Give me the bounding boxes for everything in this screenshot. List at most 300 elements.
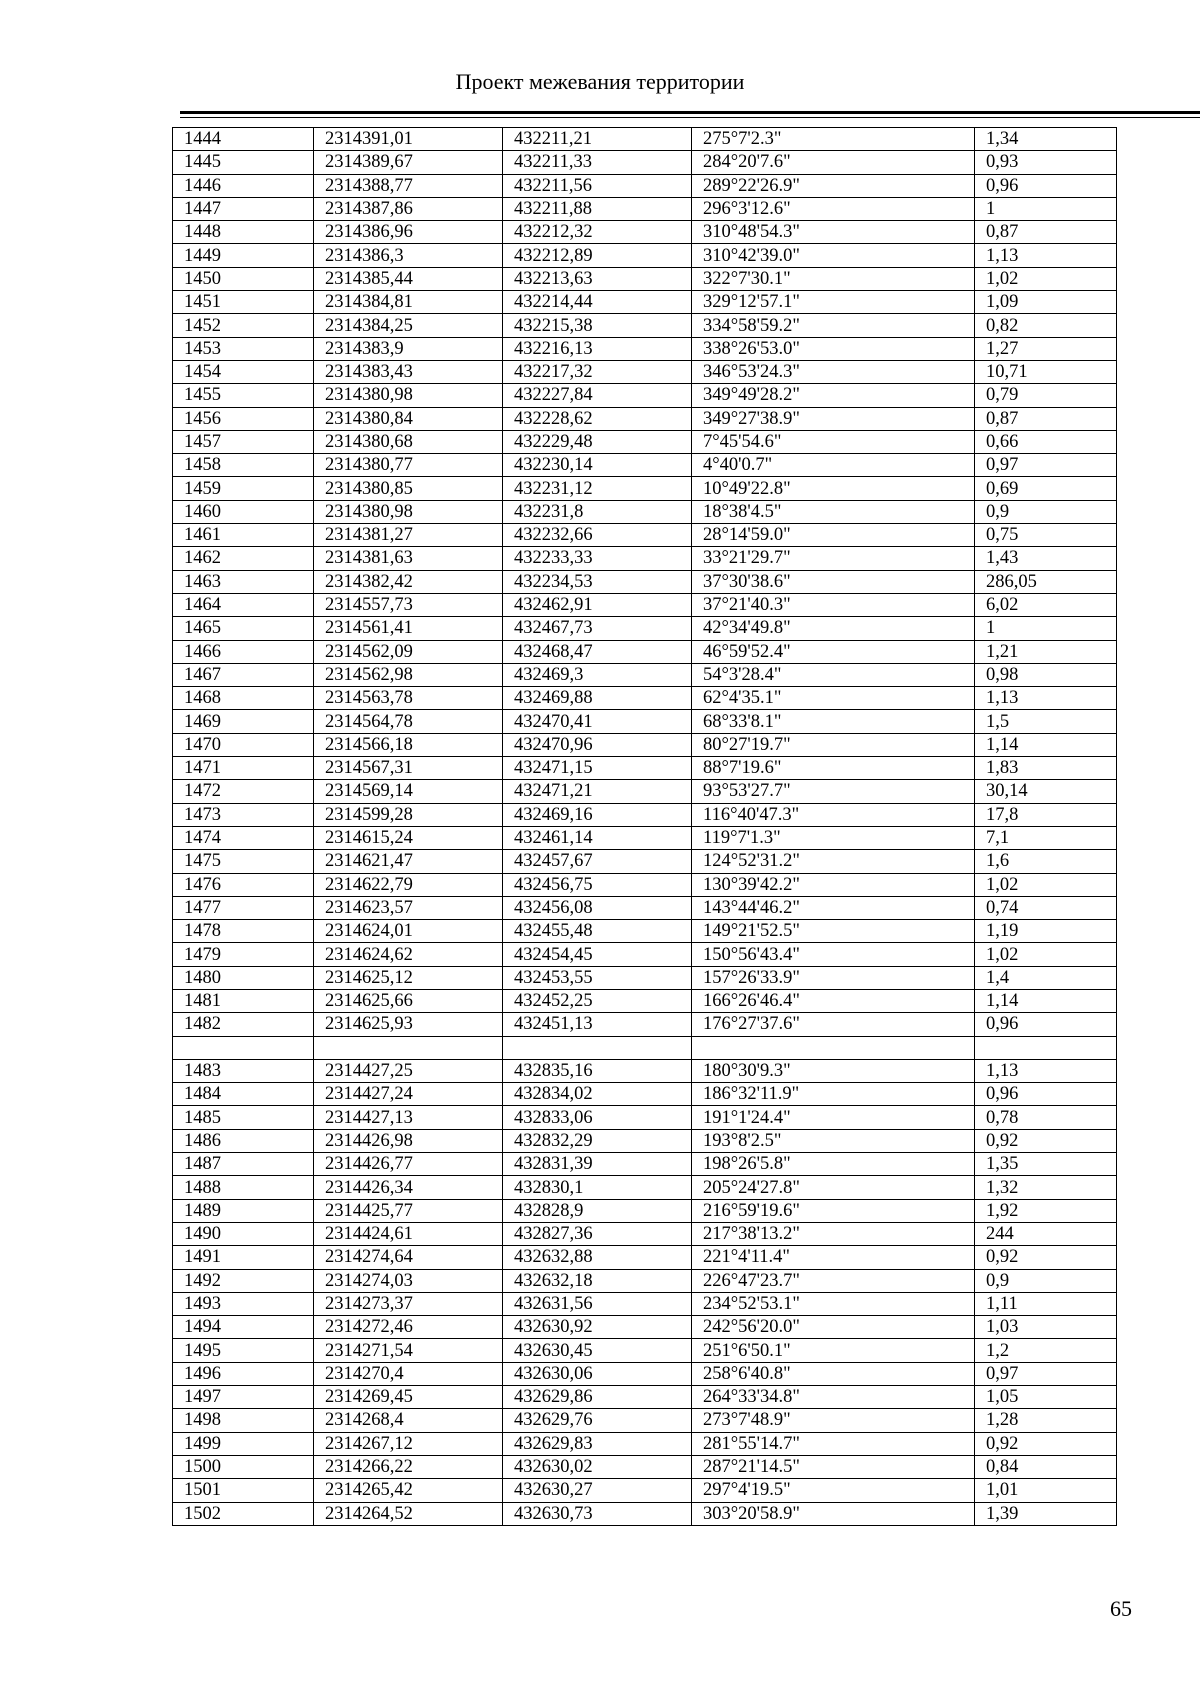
x-coordinate-cell: 2314269,45: [314, 1386, 503, 1409]
x-coordinate-cell: 2314272,46: [314, 1316, 503, 1339]
point-number-cell: 1475: [173, 850, 314, 873]
x-coordinate-cell: 2314615,24: [314, 826, 503, 849]
x-coordinate-cell: 2314624,01: [314, 920, 503, 943]
distance-cell: 0,92: [975, 1129, 1117, 1152]
bearing-cell: 205°24'27.8": [692, 1176, 975, 1199]
distance-cell: 0,66: [975, 430, 1117, 453]
y-coordinate-cell: 432461,14: [503, 826, 692, 849]
x-coordinate-cell: 2314564,78: [314, 710, 503, 733]
y-coordinate-cell: 432470,96: [503, 733, 692, 756]
y-coordinate-cell: 432831,39: [503, 1153, 692, 1176]
x-coordinate-cell: 2314426,77: [314, 1153, 503, 1176]
x-coordinate-cell: 2314426,34: [314, 1176, 503, 1199]
table-row: [173, 1362, 1117, 1385]
point-number-cell: 1444: [173, 128, 314, 151]
point-number-cell: 1482: [173, 1013, 314, 1036]
y-coordinate-cell: 432630,92: [503, 1316, 692, 1339]
bearing-cell: 297°4'19.5": [692, 1479, 975, 1502]
distance-cell: 1,02: [975, 943, 1117, 966]
x-coordinate-cell: 2314426,98: [314, 1129, 503, 1152]
y-coordinate-cell: [503, 1036, 692, 1059]
point-number-cell: 1462: [173, 547, 314, 570]
point-number-cell: 1474: [173, 826, 314, 849]
bearing-cell: 28°14'59.0": [692, 524, 975, 547]
y-coordinate-cell: 432469,16: [503, 803, 692, 826]
x-coordinate-cell: 2314384,81: [314, 291, 503, 314]
table-row: [173, 896, 1117, 919]
table-row: [173, 1386, 1117, 1409]
table-row: [173, 593, 1117, 616]
distance-cell: 1,09: [975, 291, 1117, 314]
bearing-cell: 273°7'48.9": [692, 1409, 975, 1432]
point-number-cell: 1446: [173, 174, 314, 197]
table-row: [173, 1432, 1117, 1455]
table-row: [173, 920, 1117, 943]
bearing-cell: 62°4'35.1": [692, 687, 975, 710]
y-coordinate-cell: 432211,33: [503, 151, 692, 174]
y-coordinate-cell: 432233,33: [503, 547, 692, 570]
y-coordinate-cell: 432632,88: [503, 1246, 692, 1269]
table-row: [173, 1036, 1117, 1059]
distance-cell: 0,98: [975, 663, 1117, 686]
point-number-cell: 1456: [173, 407, 314, 430]
bearing-cell: 349°27'38.9": [692, 407, 975, 430]
y-coordinate-cell: 432454,45: [503, 943, 692, 966]
x-coordinate-cell: 2314385,44: [314, 267, 503, 290]
y-coordinate-cell: 432212,32: [503, 221, 692, 244]
point-number-cell: 1488: [173, 1176, 314, 1199]
distance-cell: 1,34: [975, 128, 1117, 151]
point-number-cell: 1453: [173, 337, 314, 360]
table-row: [173, 128, 1117, 151]
table-row: [173, 197, 1117, 220]
point-number-cell: 1470: [173, 733, 314, 756]
point-number-cell: 1459: [173, 477, 314, 500]
distance-cell: 1,2: [975, 1339, 1117, 1362]
point-number-cell: 1447: [173, 197, 314, 220]
distance-cell: 17,8: [975, 803, 1117, 826]
bearing-cell: 186°32'11.9": [692, 1083, 975, 1106]
point-number-cell: 1502: [173, 1502, 314, 1525]
bearing-cell: 46°59'52.4": [692, 640, 975, 663]
table-row: [173, 407, 1117, 430]
x-coordinate-cell: 2314381,27: [314, 524, 503, 547]
table-row: [173, 1083, 1117, 1106]
table-row: [173, 314, 1117, 337]
point-number-cell: 1464: [173, 593, 314, 616]
point-number-cell: 1469: [173, 710, 314, 733]
distance-cell: 0,84: [975, 1455, 1117, 1478]
x-coordinate-cell: 2314266,22: [314, 1455, 503, 1478]
bearing-cell: 284°20'7.6": [692, 151, 975, 174]
point-number-cell: 1452: [173, 314, 314, 337]
y-coordinate-cell: 432629,86: [503, 1386, 692, 1409]
bearing-cell: 322°7'30.1": [692, 267, 975, 290]
x-coordinate-cell: 2314386,3: [314, 244, 503, 267]
point-number-cell: 1486: [173, 1129, 314, 1152]
x-coordinate-cell: 2314386,96: [314, 221, 503, 244]
y-coordinate-cell: 432828,9: [503, 1199, 692, 1222]
point-number-cell: 1495: [173, 1339, 314, 1362]
distance-cell: 7,1: [975, 826, 1117, 849]
y-coordinate-cell: 432212,89: [503, 244, 692, 267]
table-row: [173, 966, 1117, 989]
bearing-cell: 18°38'4.5": [692, 500, 975, 523]
distance-cell: 0,97: [975, 1362, 1117, 1385]
x-coordinate-cell: 2314380,84: [314, 407, 503, 430]
bearing-cell: 193°8'2.5": [692, 1129, 975, 1152]
distance-cell: 1,13: [975, 687, 1117, 710]
table-row: [173, 1246, 1117, 1269]
distance-cell: 1,02: [975, 267, 1117, 290]
x-coordinate-cell: 2314567,31: [314, 757, 503, 780]
table-row: [173, 221, 1117, 244]
y-coordinate-cell: 432234,53: [503, 570, 692, 593]
table-row: [173, 1176, 1117, 1199]
distance-cell: 1: [975, 617, 1117, 640]
distance-cell: [975, 1036, 1117, 1059]
table-row: [173, 943, 1117, 966]
distance-cell: 1,43: [975, 547, 1117, 570]
y-coordinate-cell: 432469,3: [503, 663, 692, 686]
bearing-cell: 251°6'50.1": [692, 1339, 975, 1362]
distance-cell: 1,14: [975, 989, 1117, 1012]
distance-cell: 0,92: [975, 1432, 1117, 1455]
bearing-cell: 119°7'1.3": [692, 826, 975, 849]
point-number-cell: 1480: [173, 966, 314, 989]
x-coordinate-cell: 2314388,77: [314, 174, 503, 197]
point-number-cell: 1477: [173, 896, 314, 919]
x-coordinate-cell: 2314562,98: [314, 663, 503, 686]
bearing-cell: 338°26'53.0": [692, 337, 975, 360]
distance-cell: 6,02: [975, 593, 1117, 616]
table-row: [173, 454, 1117, 477]
x-coordinate-cell: 2314599,28: [314, 803, 503, 826]
distance-cell: 1,6: [975, 850, 1117, 873]
y-coordinate-cell: 432630,02: [503, 1455, 692, 1478]
table-row: [173, 1502, 1117, 1525]
x-coordinate-cell: 2314623,57: [314, 896, 503, 919]
y-coordinate-cell: 432213,63: [503, 267, 692, 290]
x-coordinate-cell: 2314625,66: [314, 989, 503, 1012]
bearing-cell: 217°38'13.2": [692, 1222, 975, 1245]
distance-cell: 1,4: [975, 966, 1117, 989]
distance-cell: 1,03: [975, 1316, 1117, 1339]
x-coordinate-cell: 2314381,63: [314, 547, 503, 570]
bearing-cell: 310°48'54.3": [692, 221, 975, 244]
table-row: [173, 1106, 1117, 1129]
distance-cell: 0,74: [975, 896, 1117, 919]
table-row: [173, 1199, 1117, 1222]
point-number-cell: 1466: [173, 640, 314, 663]
distance-cell: 1,13: [975, 244, 1117, 267]
table-row: [173, 733, 1117, 756]
distance-cell: 1,11: [975, 1292, 1117, 1315]
point-number-cell: 1448: [173, 221, 314, 244]
y-coordinate-cell: 432630,45: [503, 1339, 692, 1362]
bearing-cell: 221°4'11.4": [692, 1246, 975, 1269]
x-coordinate-cell: 2314270,4: [314, 1362, 503, 1385]
table-row: [173, 174, 1117, 197]
y-coordinate-cell: 432217,32: [503, 360, 692, 383]
x-coordinate-cell: 2314380,98: [314, 384, 503, 407]
point-number-cell: 1494: [173, 1316, 314, 1339]
point-number-cell: 1476: [173, 873, 314, 896]
bearing-cell: 346°53'24.3": [692, 360, 975, 383]
point-number-cell: 1468: [173, 687, 314, 710]
bearing-cell: 116°40'47.3": [692, 803, 975, 826]
bearing-cell: 296°3'12.6": [692, 197, 975, 220]
x-coordinate-cell: 2314622,79: [314, 873, 503, 896]
x-coordinate-cell: 2314383,9: [314, 337, 503, 360]
bearing-cell: 275°7'2.3": [692, 128, 975, 151]
distance-cell: 0,92: [975, 1246, 1117, 1269]
bearing-cell: 242°56'20.0": [692, 1316, 975, 1339]
x-coordinate-cell: 2314387,86: [314, 197, 503, 220]
y-coordinate-cell: 432456,08: [503, 896, 692, 919]
distance-cell: 0,87: [975, 407, 1117, 430]
point-number-cell: 1473: [173, 803, 314, 826]
table-row: [173, 151, 1117, 174]
bearing-cell: 157°26'33.9": [692, 966, 975, 989]
point-number-cell: 1478: [173, 920, 314, 943]
bearing-cell: 93°53'27.7": [692, 780, 975, 803]
bearing-cell: 180°30'9.3": [692, 1059, 975, 1082]
bearing-cell: 303°20'58.9": [692, 1502, 975, 1525]
x-coordinate-cell: 2314274,64: [314, 1246, 503, 1269]
point-number-cell: 1467: [173, 663, 314, 686]
x-coordinate-cell: 2314561,41: [314, 617, 503, 640]
bearing-cell: [692, 1036, 975, 1059]
x-coordinate-cell: 2314425,77: [314, 1199, 503, 1222]
point-number-cell: 1450: [173, 267, 314, 290]
y-coordinate-cell: 432832,29: [503, 1129, 692, 1152]
point-number-cell: 1461: [173, 524, 314, 547]
point-number-cell: 1479: [173, 943, 314, 966]
y-coordinate-cell: 432833,06: [503, 1106, 692, 1129]
point-number-cell: 1491: [173, 1246, 314, 1269]
y-coordinate-cell: 432462,91: [503, 593, 692, 616]
table-row: [173, 640, 1117, 663]
distance-cell: 1,13: [975, 1059, 1117, 1082]
y-coordinate-cell: 432830,1: [503, 1176, 692, 1199]
y-coordinate-cell: 432630,73: [503, 1502, 692, 1525]
x-coordinate-cell: 2314563,78: [314, 687, 503, 710]
distance-cell: 0,97: [975, 454, 1117, 477]
table-row: [173, 1455, 1117, 1478]
y-coordinate-cell: 432467,73: [503, 617, 692, 640]
distance-cell: 10,71: [975, 360, 1117, 383]
coordinates-table-body: [173, 128, 1117, 1526]
table-row: [173, 267, 1117, 290]
bearing-cell: 287°21'14.5": [692, 1455, 975, 1478]
table-row: [173, 687, 1117, 710]
table-row: [173, 757, 1117, 780]
distance-cell: 1,01: [975, 1479, 1117, 1502]
table-row: [173, 500, 1117, 523]
x-coordinate-cell: 2314273,37: [314, 1292, 503, 1315]
table-row: [173, 1269, 1117, 1292]
distance-cell: 1,05: [975, 1386, 1117, 1409]
bearing-cell: 124°52'31.2": [692, 850, 975, 873]
point-number-cell: 1490: [173, 1222, 314, 1245]
x-coordinate-cell: 2314380,85: [314, 477, 503, 500]
distance-cell: 1,21: [975, 640, 1117, 663]
point-number-cell: 1465: [173, 617, 314, 640]
table-row: [173, 570, 1117, 593]
y-coordinate-cell: 432451,13: [503, 1013, 692, 1036]
bearing-cell: 329°12'57.1": [692, 291, 975, 314]
distance-cell: 1,28: [975, 1409, 1117, 1432]
distance-cell: 0,82: [975, 314, 1117, 337]
bearing-cell: 149°21'52.5": [692, 920, 975, 943]
point-number-cell: 1492: [173, 1269, 314, 1292]
bearing-cell: 80°27'19.7": [692, 733, 975, 756]
header-rule-thick: [180, 111, 1200, 114]
y-coordinate-cell: 432629,76: [503, 1409, 692, 1432]
y-coordinate-cell: 432835,16: [503, 1059, 692, 1082]
distance-cell: 1,35: [975, 1153, 1117, 1176]
point-number-cell: 1472: [173, 780, 314, 803]
bearing-cell: 68°33'8.1": [692, 710, 975, 733]
table-row: [173, 337, 1117, 360]
y-coordinate-cell: 432228,62: [503, 407, 692, 430]
point-number-cell: 1501: [173, 1479, 314, 1502]
y-coordinate-cell: 432457,67: [503, 850, 692, 873]
table-row: [173, 1013, 1117, 1036]
bearing-cell: 130°39'42.2": [692, 873, 975, 896]
x-coordinate-cell: 2314268,4: [314, 1409, 503, 1432]
x-coordinate-cell: 2314380,68: [314, 430, 503, 453]
distance-cell: 0,79: [975, 384, 1117, 407]
point-number-cell: 1498: [173, 1409, 314, 1432]
table-row: [173, 524, 1117, 547]
x-coordinate-cell: 2314383,43: [314, 360, 503, 383]
bearing-cell: 143°44'46.2": [692, 896, 975, 919]
table-row: [173, 244, 1117, 267]
bearing-cell: 198°26'5.8": [692, 1153, 975, 1176]
distance-cell: 1: [975, 197, 1117, 220]
x-coordinate-cell: 2314380,98: [314, 500, 503, 523]
point-number-cell: 1460: [173, 500, 314, 523]
table-row: [173, 1222, 1117, 1245]
distance-cell: 1,39: [975, 1502, 1117, 1525]
table-row: [173, 1129, 1117, 1152]
x-coordinate-cell: 2314566,18: [314, 733, 503, 756]
table-row: [173, 989, 1117, 1012]
table-row: [173, 1409, 1117, 1432]
y-coordinate-cell: 432231,12: [503, 477, 692, 500]
y-coordinate-cell: 432456,75: [503, 873, 692, 896]
y-coordinate-cell: 432230,14: [503, 454, 692, 477]
point-number-cell: 1445: [173, 151, 314, 174]
x-coordinate-cell: 2314625,93: [314, 1013, 503, 1036]
x-coordinate-cell: 2314557,73: [314, 593, 503, 616]
point-number-cell: 1481: [173, 989, 314, 1012]
y-coordinate-cell: 432632,18: [503, 1269, 692, 1292]
point-number-cell: 1449: [173, 244, 314, 267]
bearing-cell: 191°1'24.4": [692, 1106, 975, 1129]
bearing-cell: 289°22'26.9": [692, 174, 975, 197]
y-coordinate-cell: 432227,84: [503, 384, 692, 407]
point-number-cell: 1463: [173, 570, 314, 593]
distance-cell: 1,32: [975, 1176, 1117, 1199]
y-coordinate-cell: 432827,36: [503, 1222, 692, 1245]
x-coordinate-cell: 2314427,13: [314, 1106, 503, 1129]
x-coordinate-cell: 2314267,12: [314, 1432, 503, 1455]
x-coordinate-cell: 2314382,42: [314, 570, 503, 593]
distance-cell: 1,27: [975, 337, 1117, 360]
point-number-cell: 1489: [173, 1199, 314, 1222]
x-coordinate-cell: 2314384,25: [314, 314, 503, 337]
table-row: [173, 1316, 1117, 1339]
bearing-cell: 37°21'40.3": [692, 593, 975, 616]
x-coordinate-cell: 2314265,42: [314, 1479, 503, 1502]
table-row: [173, 430, 1117, 453]
header-rule-thin: [180, 117, 1200, 118]
x-coordinate-cell: [314, 1036, 503, 1059]
point-number-cell: 1455: [173, 384, 314, 407]
x-coordinate-cell: 2314427,25: [314, 1059, 503, 1082]
bearing-cell: 334°58'59.2": [692, 314, 975, 337]
table-row: [173, 360, 1117, 383]
y-coordinate-cell: 432834,02: [503, 1083, 692, 1106]
distance-cell: 244: [975, 1222, 1117, 1245]
point-number-cell: 1458: [173, 454, 314, 477]
x-coordinate-cell: 2314264,52: [314, 1502, 503, 1525]
y-coordinate-cell: 432231,8: [503, 500, 692, 523]
x-coordinate-cell: 2314569,14: [314, 780, 503, 803]
bearing-cell: 281°55'14.7": [692, 1432, 975, 1455]
bearing-cell: 4°40'0.7": [692, 454, 975, 477]
distance-cell: 0,87: [975, 221, 1117, 244]
table-row: [173, 384, 1117, 407]
table-row: [173, 710, 1117, 733]
y-coordinate-cell: 432215,38: [503, 314, 692, 337]
y-coordinate-cell: 432211,88: [503, 197, 692, 220]
point-number-cell: 1457: [173, 430, 314, 453]
distance-cell: 1,92: [975, 1199, 1117, 1222]
distance-cell: 0,96: [975, 1083, 1117, 1106]
y-coordinate-cell: 432232,66: [503, 524, 692, 547]
point-number-cell: 1499: [173, 1432, 314, 1455]
bearing-cell: 37°30'38.6": [692, 570, 975, 593]
y-coordinate-cell: 432469,88: [503, 687, 692, 710]
bearing-cell: 88°7'19.6": [692, 757, 975, 780]
distance-cell: 0,9: [975, 500, 1117, 523]
table-row: [173, 873, 1117, 896]
point-number-cell: 1487: [173, 1153, 314, 1176]
y-coordinate-cell: 432471,15: [503, 757, 692, 780]
table-row: [173, 291, 1117, 314]
table-row: [173, 1479, 1117, 1502]
table-row: [173, 826, 1117, 849]
distance-cell: 0,96: [975, 174, 1117, 197]
table-row: [173, 803, 1117, 826]
y-coordinate-cell: 432629,83: [503, 1432, 692, 1455]
x-coordinate-cell: 2314621,47: [314, 850, 503, 873]
point-number-cell: 1471: [173, 757, 314, 780]
x-coordinate-cell: 2314562,09: [314, 640, 503, 663]
x-coordinate-cell: 2314380,77: [314, 454, 503, 477]
x-coordinate-cell: 2314274,03: [314, 1269, 503, 1292]
bearing-cell: 150°56'43.4": [692, 943, 975, 966]
table-row: [173, 780, 1117, 803]
distance-cell: 286,05: [975, 570, 1117, 593]
distance-cell: 1,19: [975, 920, 1117, 943]
y-coordinate-cell: 432453,55: [503, 966, 692, 989]
table-row: [173, 1339, 1117, 1362]
